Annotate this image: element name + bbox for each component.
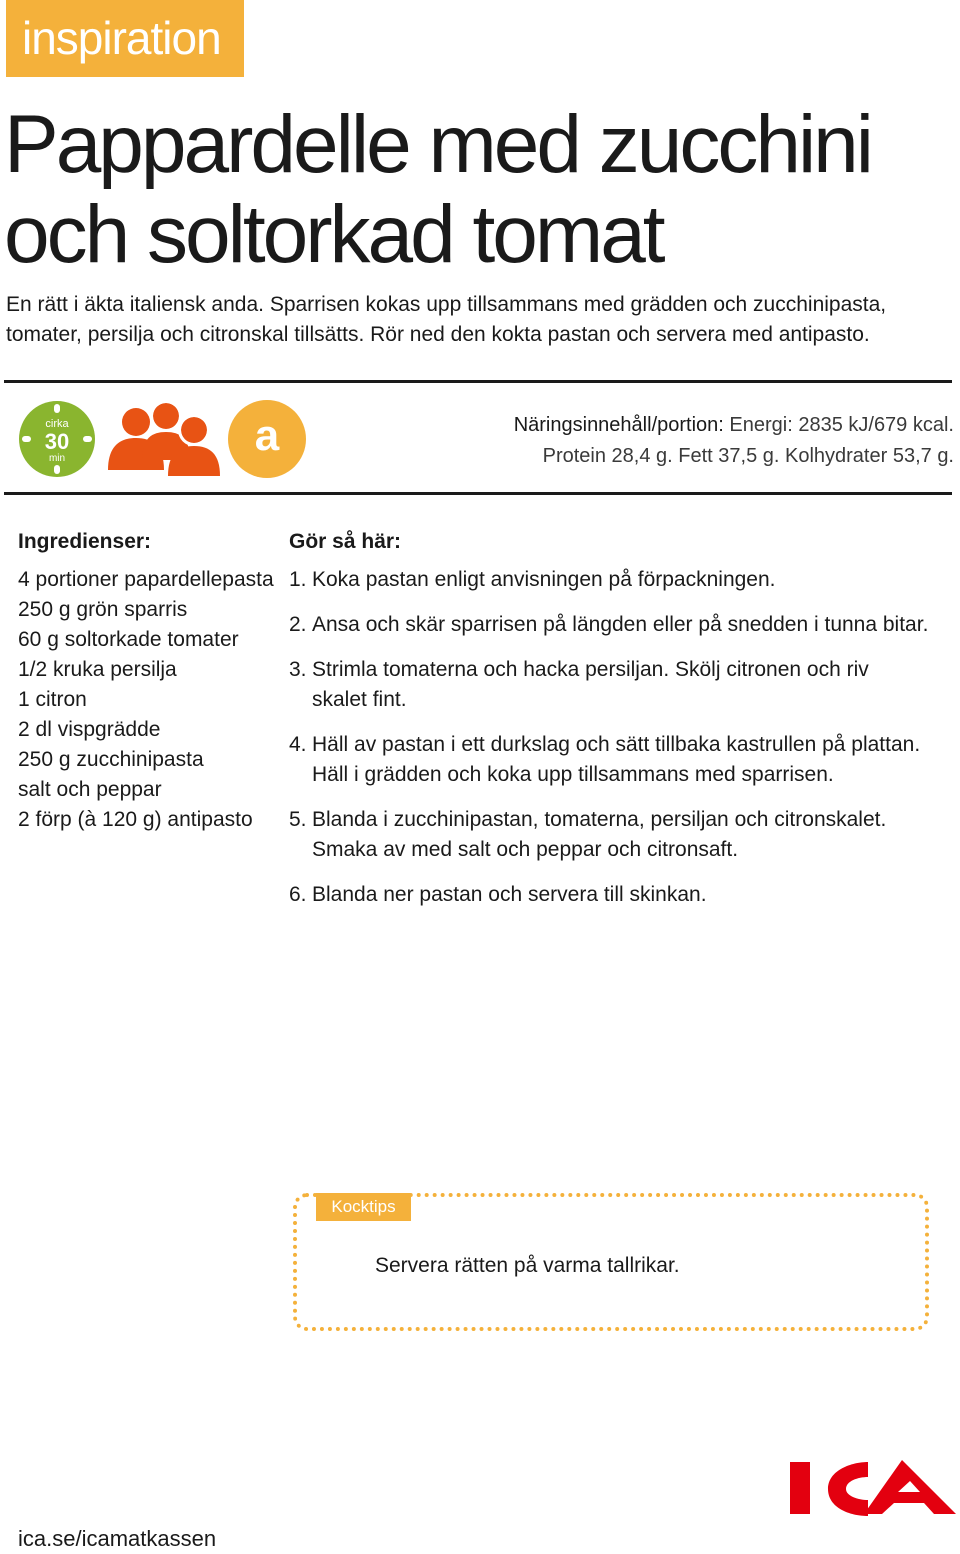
step-item: [289, 805, 929, 865]
step-item: [289, 730, 929, 790]
step-item: [289, 565, 929, 595]
recipe-intro: En rätt i äkta italiensk anda. Sparrisen kokas upp tillsammans med grädden och zucchinipasta, tomater, persilja och citronskal tillsätts. Rör ned den kokta pastan och servera med antipasto.: [6, 293, 887, 346]
nutrition-energy: Energi: 2835 kJ/679 kcal.: [729, 414, 954, 436]
step-text: Strimla tomaterna och hacka persiljan. Skölj citronen och riv skalet fint.: [312, 658, 869, 711]
step-number: 1.: [289, 568, 307, 591]
nutrition-line-2: Protein 28,4 g. Fett 37,5 g. Kolhydrater 53,7 g.: [542, 445, 954, 467]
steps-section: [289, 527, 929, 925]
step-number: 6.: [289, 883, 307, 906]
difficulty-icon: a: [228, 400, 306, 478]
ingredient-item: 250 g zucchinipasta: [18, 748, 204, 771]
title-line-2: och soltorkad tomat: [4, 189, 663, 280]
clock-unit: min: [48, 453, 66, 464]
clock-number: 30: [44, 429, 70, 454]
divider-top: [4, 380, 952, 383]
divider-bottom: [4, 492, 952, 495]
ingredient-item: 2 dl vispgrädde: [18, 718, 161, 741]
ica-logo: [790, 1458, 956, 1518]
ingredient-item: 60 g soltorkade tomater: [18, 628, 239, 651]
ingredients-list: [18, 565, 278, 835]
step-number: 3.: [289, 658, 307, 681]
ingredients-heading: Ingredienser:: [18, 530, 152, 553]
steps-heading: Gör så här:: [289, 530, 402, 553]
nutrition-info: [434, 410, 954, 472]
step-text: Koka pastan enligt anvisningen på förpackningen.: [312, 568, 776, 591]
step-number: 2.: [289, 613, 307, 636]
clock-label-top: cirka: [45, 418, 69, 430]
people-icon: [106, 400, 221, 478]
step-item: [289, 655, 929, 715]
step-item: [289, 880, 929, 910]
ingredient-item: 1 citron: [18, 688, 87, 711]
ingredient-item: 1/2 kruka persilja: [18, 658, 177, 681]
step-text: Blanda ner pastan och servera till skinkan.: [312, 883, 707, 906]
title-line-1: Pappardelle med zucchini: [4, 99, 871, 190]
step-number: 5.: [289, 808, 307, 831]
ingredient-item: 250 g grön sparris: [18, 598, 188, 621]
step-text: Blanda i zucchinipastan, tomaterna, persiljan och citronskalet. Smaka av med salt och peppar och citronsaft.: [312, 808, 887, 861]
nutrition-label: Näringsinnehåll/portion:: [513, 414, 724, 436]
step-item: [289, 610, 929, 640]
nutrition-line-1: [434, 410, 954, 441]
inspiration-tag: inspiration: [6, 0, 244, 77]
ingredients-section: [18, 527, 278, 835]
step-number: 4.: [289, 733, 307, 756]
ingredient-item: salt och peppar: [18, 778, 162, 801]
recipe-title: [4, 100, 954, 280]
ingredient-item: 4 portioner papardellepasta: [18, 568, 274, 591]
footer-url[interactable]: ica.se/icamatkassen: [18, 1526, 217, 1551]
tip-label: Kocktips: [316, 1193, 411, 1221]
step-text: Ansa och skär sparrisen på längden eller på snedden i tunna bitar.: [312, 613, 929, 636]
tip-text: Servera rätten på varma tallrikar.: [375, 1254, 680, 1277]
steps-list: [289, 565, 929, 910]
clock-icon: [18, 400, 96, 478]
step-text: Häll av pastan i ett durkslag och sätt tillbaka kastrullen på plattan. Häll i grädden och koka upp tillsammans med sparrisen.: [312, 733, 921, 786]
ingredient-item: 2 förp (à 120 g) antipasto: [18, 808, 253, 831]
